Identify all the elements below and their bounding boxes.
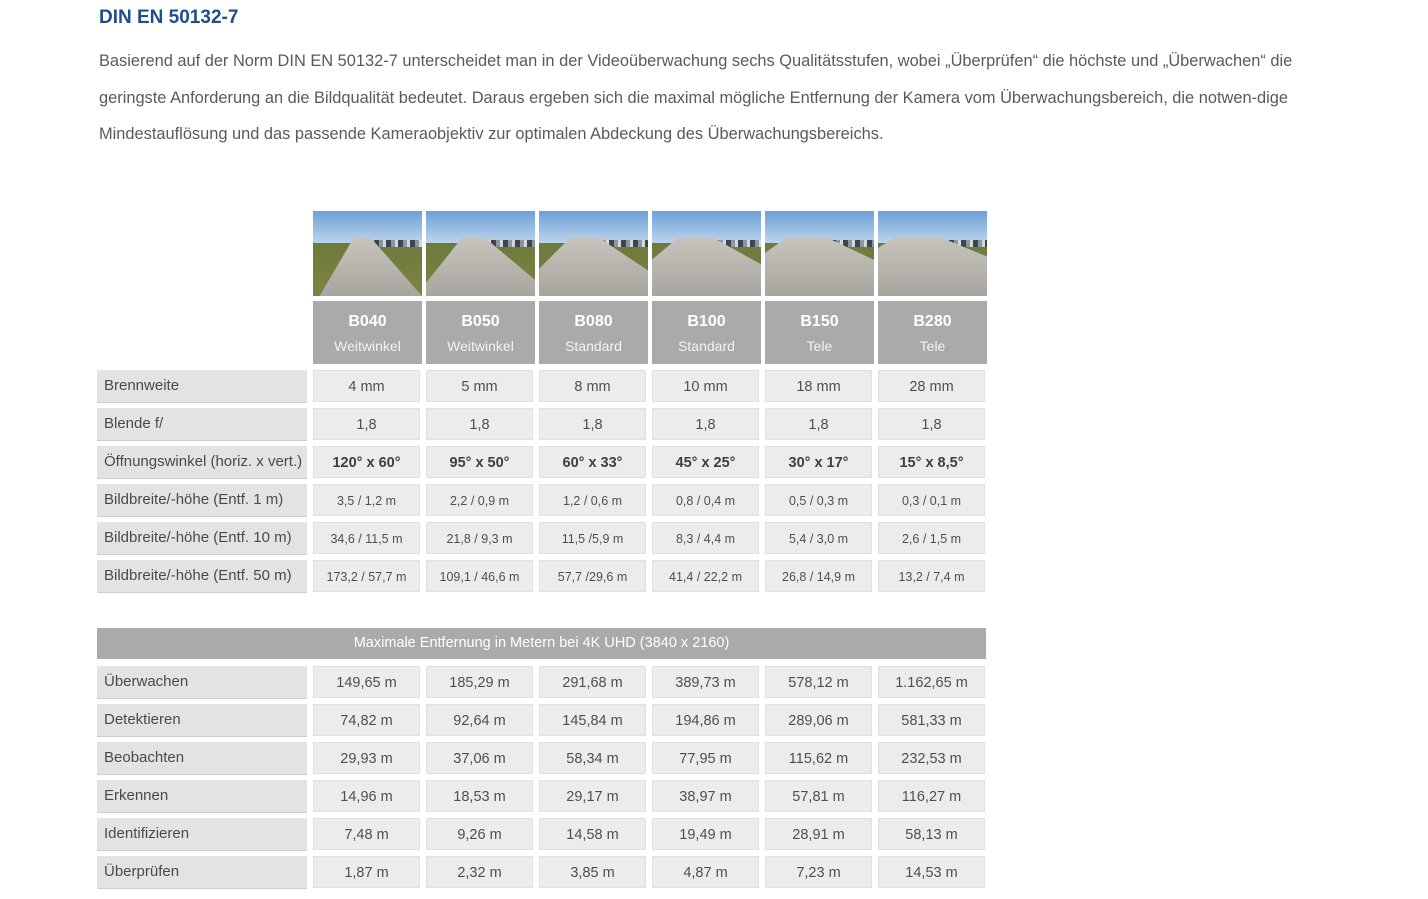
distance-value-cell: 4,87 m xyxy=(652,856,759,888)
distance-value-cell: 1,87 m xyxy=(313,856,420,888)
distance-value-cell: 29,93 m xyxy=(313,742,420,774)
lens-header xyxy=(652,301,761,364)
spec-row-label: Öffnungswinkel (horiz. x vert.) xyxy=(97,446,307,479)
distance-row-label: Überwachen xyxy=(97,666,307,699)
lens-header xyxy=(539,301,648,364)
lens-header xyxy=(426,301,535,364)
distance-value-cell: 7,48 m xyxy=(313,818,420,850)
distance-value-cell: 9,26 m xyxy=(426,818,533,850)
lens-type: Weitwinkel xyxy=(447,338,514,354)
spec-value-cell: 2,6 / 1,5 m xyxy=(878,522,985,554)
spec-row-label: Bildbreite/-höhe (Entf. 1 m) xyxy=(97,484,307,517)
lens-code: B050 xyxy=(461,313,500,330)
distance-value-cell: 232,53 m xyxy=(878,742,985,774)
distance-value-cell: 28,91 m xyxy=(765,818,872,850)
spec-value-cell: 109,1 / 46,6 m xyxy=(426,560,533,592)
spec-value-cell: 5 mm xyxy=(426,370,533,402)
spec-value-cell: 21,8 / 9,3 m xyxy=(426,522,533,554)
distance-value-cell: 38,97 m xyxy=(652,780,759,812)
spec-value-cell: 1,8 xyxy=(539,408,646,440)
spec-value-cell: 8,3 / 4,4 m xyxy=(652,522,759,554)
distance-value-cell: 185,29 m xyxy=(426,666,533,698)
lens-code: B080 xyxy=(574,313,613,330)
distance-value-cell: 18,53 m xyxy=(426,780,533,812)
distance-value-cell: 7,23 m xyxy=(765,856,872,888)
lens-code: B280 xyxy=(913,313,952,330)
distance-row-label: Erkennen xyxy=(97,780,307,813)
distance-value-cell: 581,33 m xyxy=(878,704,985,736)
distance-value-cell: 3,85 m xyxy=(539,856,646,888)
spec-value-cell: 18 mm xyxy=(765,370,872,402)
distance-value-cell: 14,53 m xyxy=(878,856,985,888)
spec-value-cell: 1,8 xyxy=(313,408,420,440)
spec-value-cell: 45° x 25° xyxy=(652,446,759,478)
spec-value-cell: 5,4 / 3,0 m xyxy=(765,522,872,554)
distance-row-label: Identifizieren xyxy=(97,818,307,851)
distance-value-cell: 14,58 m xyxy=(539,818,646,850)
distance-value-cell: 77,95 m xyxy=(652,742,759,774)
spec-value-cell: 173,2 / 57,7 m xyxy=(313,560,420,592)
spec-value-cell: 4 mm xyxy=(313,370,420,402)
spec-value-cell: 13,2 / 7,4 m xyxy=(878,560,985,592)
distance-value-cell: 74,82 m xyxy=(313,704,420,736)
lens-code: B150 xyxy=(800,313,839,330)
distance-value-cell: 37,06 m xyxy=(426,742,533,774)
spec-row-label: Bildbreite/-höhe (Entf. 10 m) xyxy=(97,522,307,555)
spec-value-cell: 1,2 / 0,6 m xyxy=(539,484,646,516)
distance-row-label: Überprüfen xyxy=(97,856,307,889)
lens-header xyxy=(313,301,422,364)
lens-type: Standard xyxy=(565,338,622,354)
spec-value-cell: 34,6 / 11,5 m xyxy=(313,522,420,554)
distance-value-cell: 194,86 m xyxy=(652,704,759,736)
spec-row-label: Blende f/ xyxy=(97,408,307,441)
distance-value-cell: 116,27 m xyxy=(878,780,985,812)
spec-value-cell: 0,5 / 0,3 m xyxy=(765,484,872,516)
distance-value-cell: 19,49 m xyxy=(652,818,759,850)
spec-value-cell: 1,8 xyxy=(426,408,533,440)
spec-value-cell: 60° x 33° xyxy=(539,446,646,478)
distance-value-cell: 29,17 m xyxy=(539,780,646,812)
lens-type: Tele xyxy=(806,338,833,354)
spec-value-cell: 1,8 xyxy=(765,408,872,440)
lens-code: B040 xyxy=(348,313,387,330)
lens-preview-image xyxy=(539,211,648,296)
distance-value-cell: 389,73 m xyxy=(652,666,759,698)
spec-row-label: Bildbreite/-höhe (Entf. 50 m) xyxy=(97,560,307,593)
lens-preview-image xyxy=(765,211,874,296)
distance-value-cell: 289,06 m xyxy=(765,704,872,736)
lens-type: Tele xyxy=(919,338,946,354)
spec-value-cell: 120° x 60° xyxy=(313,446,420,478)
spec-value-cell: 28 mm xyxy=(878,370,985,402)
distance-value-cell: 58,34 m xyxy=(539,742,646,774)
spec-value-cell: 26,8 / 14,9 m xyxy=(765,560,872,592)
spec-value-cell: 15° x 8,5° xyxy=(878,446,985,478)
distance-value-cell: 149,65 m xyxy=(313,666,420,698)
spec-value-cell: 10 mm xyxy=(652,370,759,402)
distance-value-cell: 57,81 m xyxy=(765,780,872,812)
lens-header xyxy=(765,301,874,364)
intro-paragraph: Basierend auf der Norm DIN EN 50132-7 unterscheidet man in der Videoüberwachung sechs Qualitätsstufen, wobei „Überprüfen“ die höchste und „Überwachen“ die geringste Anforderung an die Bildqualität bedeutet. Daraus ergeben sich die maximal mögliche Entfernung der Kamera vom Überwachungsbereich, die notwen-dige Mindestauflösung und das passende Kameraobjektiv zur optimalen Abdeckung des Überwachungsbereichs. xyxy=(99,52,1293,143)
distance-value-cell: 578,12 m xyxy=(765,666,872,698)
spec-value-cell: 0,8 / 0,4 m xyxy=(652,484,759,516)
distance-value-cell: 2,32 m xyxy=(426,856,533,888)
spec-value-cell: 2,2 / 0,9 m xyxy=(426,484,533,516)
spec-value-cell: 41,4 / 22,2 m xyxy=(652,560,759,592)
lens-type: Standard xyxy=(678,338,735,354)
distance-value-cell: 58,13 m xyxy=(878,818,985,850)
spec-value-cell: 95° x 50° xyxy=(426,446,533,478)
lens-header xyxy=(878,301,987,364)
lens-code: B100 xyxy=(687,313,726,330)
spec-value-cell: 1,8 xyxy=(652,408,759,440)
distance-value-cell: 92,64 m xyxy=(426,704,533,736)
spec-value-cell: 0,3 / 0,1 m xyxy=(878,484,985,516)
spec-value-cell: 30° x 17° xyxy=(765,446,872,478)
lens-preview-image xyxy=(878,211,987,296)
distance-row-label: Detektieren xyxy=(97,704,307,737)
lens-preview-image xyxy=(313,211,422,296)
lens-preview-image xyxy=(426,211,535,296)
spec-value-cell: 57,7 /29,6 m xyxy=(539,560,646,592)
distance-value-cell: 291,68 m xyxy=(539,666,646,698)
spec-value-cell: 11,5 /5,9 m xyxy=(539,522,646,554)
page-heading: DIN EN 50132-7 xyxy=(99,7,239,28)
spec-row-label: Brennweite xyxy=(97,370,307,403)
distance-value-cell: 115,62 m xyxy=(765,742,872,774)
distance-value-cell: 14,96 m xyxy=(313,780,420,812)
lens-preview-image xyxy=(652,211,761,296)
distance-value-cell: 145,84 m xyxy=(539,704,646,736)
lens-type: Weitwinkel xyxy=(334,338,401,354)
spec-value-cell: 3,5 / 1,2 m xyxy=(313,484,420,516)
spec-value-cell: 8 mm xyxy=(539,370,646,402)
distance-banner: Maximale Entfernung in Metern bei 4K UHD (3840 x 2160) xyxy=(97,628,986,659)
distance-row-label: Beobachten xyxy=(97,742,307,775)
distance-value-cell: 1.162,65 m xyxy=(878,666,985,698)
spec-value-cell: 1,8 xyxy=(878,408,985,440)
